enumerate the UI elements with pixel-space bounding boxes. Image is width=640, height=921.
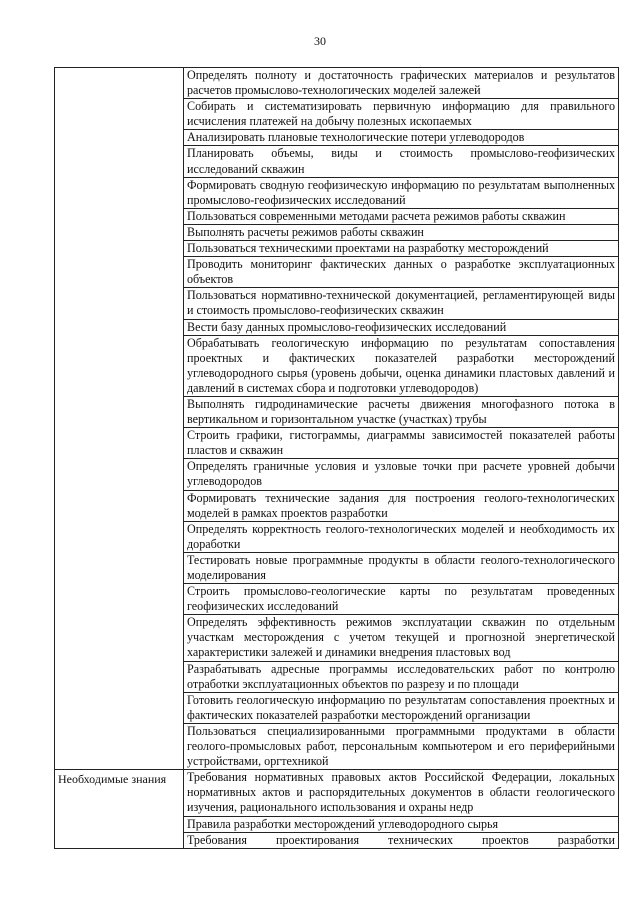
requirements-table (54, 67, 619, 849)
table-cell: Выполнять гидродинамические расчеты движения многофазного потока в вертикальном и горизонтальном участке (участках) трубы (184, 396, 619, 427)
table-row (55, 770, 619, 816)
table-cell: Планировать объемы, виды и стоимость промыслово-геофизических исследований скважин (184, 146, 619, 177)
section-label-skills (55, 68, 184, 770)
table-cell: Определять полноту и достаточность графических материалов и результатов расчетов промыслово-технологических моделей залежей (184, 68, 619, 99)
table-cell: Выполнять расчеты режимов работы скважин (184, 224, 619, 240)
table-cell: Вести базу данных промыслово-геофизических исследований (184, 319, 619, 335)
table-cell: Формировать сводную геофизическую информацию по результатам выполненных промыслово-геофизических исследований (184, 177, 619, 208)
table-cell: Собирать и систематизировать первичную информацию для правильного исчисления платежей на добычу полезных ископаемых (184, 99, 619, 130)
table-cell: Анализировать плановые технологические потери углеводородов (184, 130, 619, 146)
table-cell: Формировать технические задания для построения геолого-технологических моделей в рамках проектов разработки (184, 490, 619, 521)
table-cell: Пользоваться техническими проектами на разработку месторождений (184, 241, 619, 257)
table-cell: Строить графики, гистограммы, диаграммы зависимостей показателей работы пластов и скважин (184, 428, 619, 459)
table-cell: Готовить геологическую информацию по результатам сопоставления проектных и фактических показателей разработки месторождений организации (184, 692, 619, 723)
section-label-knowledge: Необходимые знания (55, 770, 184, 848)
table-cell: Требования проектирования технических проектов разработки (184, 832, 619, 848)
table-cell: Правила разработки месторождений углеводородного сырья (184, 816, 619, 832)
table-cell: Проводить мониторинг фактических данных о разработке эксплуатационных объектов (184, 257, 619, 288)
table-cell: Строить промыслово-геологические карты по результатам проведенных геофизических исследований (184, 584, 619, 615)
table-row (55, 68, 619, 99)
table-cell: Разрабатывать адресные программы исследовательских работ по контролю отработки эксплуатационных объектов по разрезу и по площади (184, 661, 619, 692)
table-cell: Определять корректность геолого-технологических моделей и необходимость их доработки (184, 521, 619, 552)
table-cell: Пользоваться специализированными программными продуктами в области геолого-промысловых работ, персональным компьютером и его периферийными устройствами, оргтехникой (184, 723, 619, 769)
table-cell: Пользоваться современными методами расчета режимов работы скважин (184, 208, 619, 224)
table-cell: Требования нормативных правовых актов Российской Федерации, локальных нормативных актов и распорядительных документов в области геологического изучения, рационального использования и охраны недр (184, 770, 619, 816)
table-cell: Обрабатывать геологическую информацию по результатам сопоставления проектных и фактических показателей разработки месторождений углеводородного сырья (уровень добычи, оценка динамики пластовых давлений и давлений в системах сбора и подготовки углеводородов) (184, 335, 619, 396)
table-cell: Тестировать новые программные продукты в области геолого-технологического моделирования (184, 552, 619, 583)
table-cell: Определять эффективность режимов эксплуатации скважин по отдельным участкам месторождения с учетом текущей и прогнозной энергетической характеристики залежей и динамики внедрения пластовых вод (184, 615, 619, 661)
table-cell: Определять граничные условия и узловые точки при расчете уровней добычи углеводородов (184, 459, 619, 490)
table-cell: Пользоваться нормативно-технической документацией, регламентирующей виды и стоимость промыслово-геофизических скважин (184, 288, 619, 319)
page-number: 30 (314, 34, 326, 48)
